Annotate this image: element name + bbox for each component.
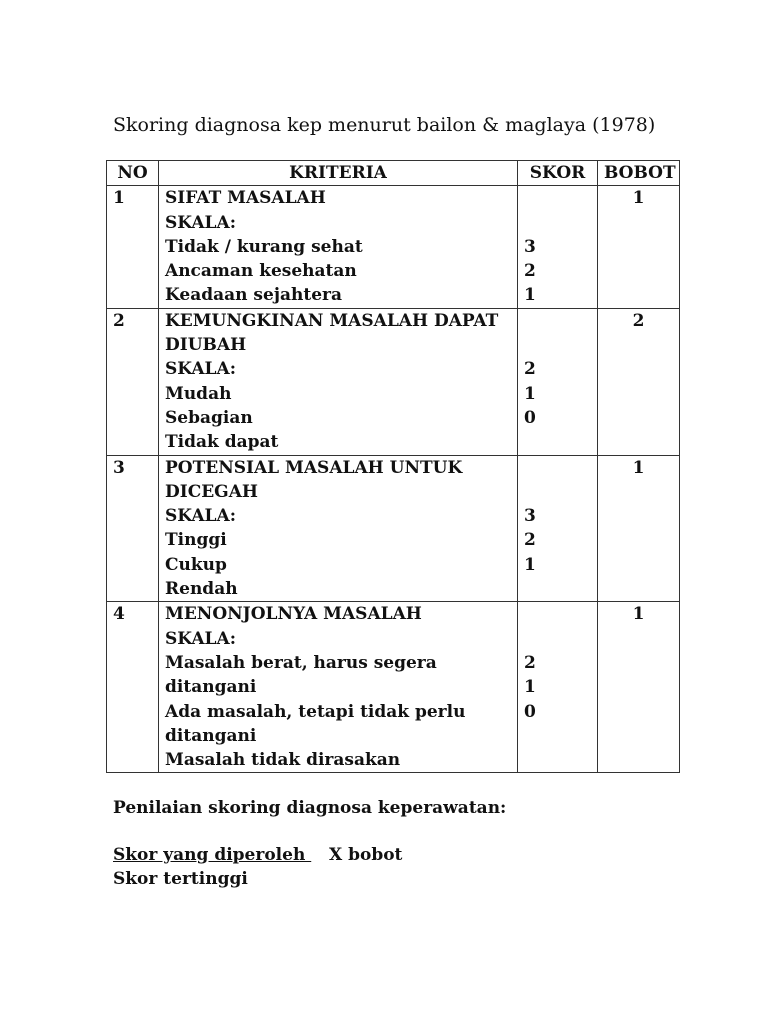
- header-skor: SKOR: [518, 161, 598, 186]
- criteria-cell: [159, 186, 518, 308]
- table-row: [107, 186, 680, 308]
- criteria-line: MENONJOLNYA MASALAH: [165, 604, 422, 625]
- weight-cell: 1: [598, 455, 680, 602]
- criteria-line: SKALA:: [165, 628, 236, 649]
- criteria-cell: [159, 455, 518, 602]
- score-value: 2: [524, 261, 536, 282]
- score-value: 1: [524, 383, 536, 404]
- document-title: Skoring diagnosa kep menurut bailon & maglaya (1978): [113, 114, 656, 136]
- criteria-line: SIFAT MASALAH: [165, 188, 326, 209]
- score-value: 3: [524, 506, 536, 527]
- assessment-heading: Penilaian skoring diagnosa keperawatan:: [113, 798, 507, 818]
- formula-multiplier: X bobot: [329, 845, 403, 865]
- score-cell: [518, 308, 598, 455]
- criteria-line: SKALA:: [165, 359, 236, 380]
- score-value: 0: [524, 407, 536, 428]
- score-value: 2: [524, 652, 536, 673]
- score-cell: [518, 186, 598, 308]
- score-value: 2: [524, 530, 536, 551]
- criteria-line: Ada masalah, tetapi tidak perlu: [165, 701, 466, 722]
- table-row: [107, 602, 680, 773]
- score-value: 1: [524, 554, 536, 575]
- criteria-cell: [159, 308, 518, 455]
- criteria-line: KEMUNGKINAN MASALAH DAPAT: [165, 310, 499, 331]
- criteria-line: POTENSIAL MASALAH UNTUK: [165, 457, 463, 478]
- criteria-line: Rendah: [165, 579, 238, 600]
- score-cell: [518, 455, 598, 602]
- criteria-line: ditangani: [165, 677, 257, 698]
- scoring-table: [106, 160, 680, 773]
- formula-denominator: Skor tertinggi: [113, 869, 248, 889]
- criteria-line: ditangani: [165, 725, 257, 746]
- table-body: [107, 186, 680, 773]
- row-number: 4: [107, 602, 159, 773]
- formula-numerator-line: [113, 843, 402, 867]
- formula-numerator: Skor yang diperoleh: [113, 845, 312, 865]
- header-bobot: BOBOT: [598, 161, 680, 186]
- weight-cell: 1: [598, 186, 680, 308]
- criteria-line: SKALA:: [165, 212, 236, 233]
- score-value: 0: [524, 701, 536, 722]
- criteria-line: Masalah tidak dirasakan: [165, 750, 401, 771]
- score-value: 1: [524, 677, 536, 698]
- criteria-line: Cukup: [165, 554, 227, 575]
- score-value: 1: [524, 285, 536, 306]
- weight-cell: 2: [598, 308, 680, 455]
- score-value: 2: [524, 359, 536, 380]
- criteria-line: Ancaman kesehatan: [165, 261, 357, 282]
- criteria-line: Tinggi: [165, 530, 227, 551]
- row-number: 1: [107, 186, 159, 308]
- score-cell: [518, 602, 598, 773]
- table-row: [107, 308, 680, 455]
- header-no: NO: [107, 161, 159, 186]
- row-number: 2: [107, 308, 159, 455]
- criteria-line: Masalah berat, harus segera: [165, 652, 437, 673]
- criteria-line: SKALA:: [165, 506, 236, 527]
- criteria-cell: [159, 602, 518, 773]
- row-number: 3: [107, 455, 159, 602]
- header-kriteria: KRITERIA: [159, 161, 518, 186]
- criteria-line: Mudah: [165, 383, 232, 404]
- criteria-line: Keadaan sejahtera: [165, 285, 342, 306]
- table-row: [107, 455, 680, 602]
- weight-cell: 1: [598, 602, 680, 773]
- table-header-row: [107, 161, 680, 186]
- criteria-line: Sebagian: [165, 407, 253, 428]
- criteria-line: DIUBAH: [165, 335, 247, 356]
- criteria-line: DICEGAH: [165, 481, 258, 502]
- criteria-line: Tidak / kurang sehat: [165, 236, 363, 257]
- score-value: 3: [524, 236, 536, 257]
- criteria-line: Tidak dapat: [165, 432, 279, 453]
